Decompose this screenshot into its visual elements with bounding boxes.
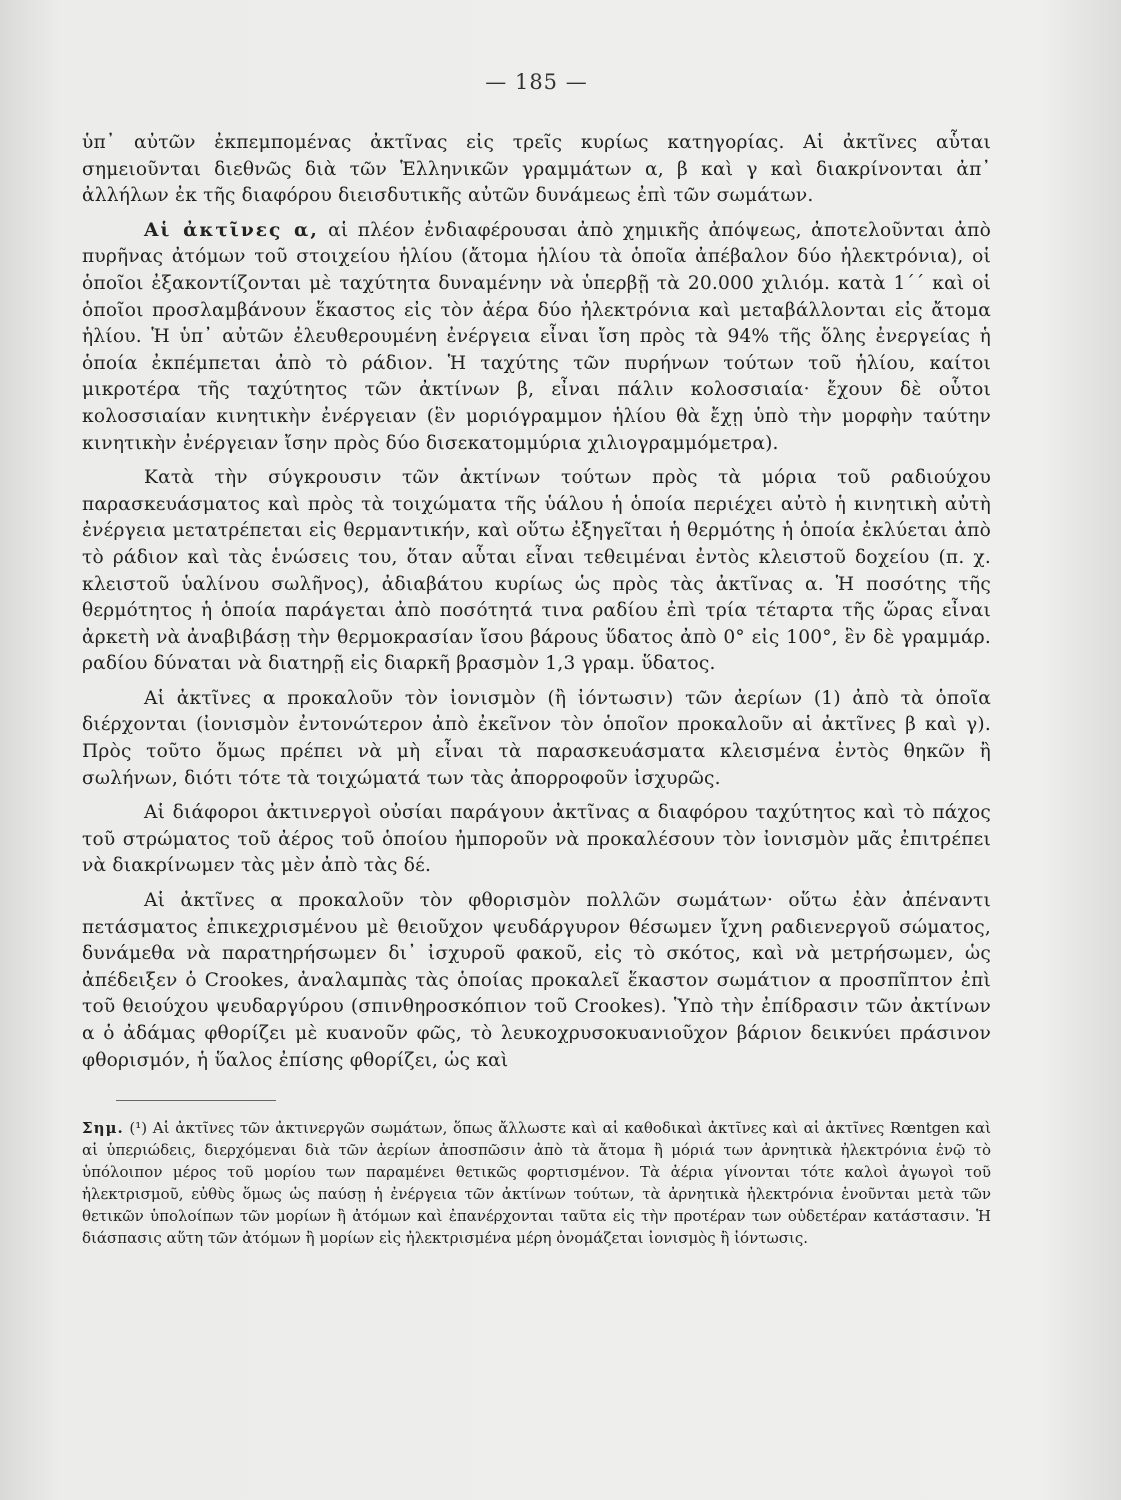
footnote: [82, 1117, 991, 1249]
page-number: — 185 —: [485, 70, 588, 94]
paragraph-4: [82, 686, 991, 792]
footnote-divider: [116, 1100, 276, 1101]
body-text: [82, 130, 991, 1074]
paragraph-3: [82, 465, 991, 678]
paragraph-1: [82, 130, 991, 210]
paragraph-5: [82, 800, 991, 880]
paragraph-text: ὑπ᾽ αὐτῶν ἐκπεμπομένας ἀκτῖνας εἰς τρεῖς κυρίως κατηγορίας. Αἱ ἀκτῖνες αὗται σημειοῦνται διεθνῶς διὰ τῶν Ἑλληνικῶν γραμμάτων α, β καὶ γ καὶ διακρίνονται ἀπ᾽ ἀλλήλων ἐκ τῆς διαφόρου διεισδυτικῆς αὐτῶν δυνάμεως ἐπὶ τῶν σωμάτων.: [82, 132, 991, 207]
paragraph-text: Αἱ διάφοροι ἀκτινεργοὶ οὐσίαι παράγουν ἀκτῖνας α διαφόρου ταχύτητος καὶ τὸ πάχος τοῦ στρώματος τοῦ ἀέρος τοῦ ὁποίου ἠμποροῦν νὰ προκαλέσουν τὸν ἰονισμὸν μᾶς ἐπιτρέπει νὰ διακρίνωμεν τὰς μὲν ἀπὸ τὰς δέ.: [82, 802, 991, 877]
paragraph-2: [82, 218, 991, 457]
footnote-text: (¹) Αἱ ἀκτῖνες τῶν ἀκτινεργῶν σωμάτων, ὅπως ἄλλωστε καὶ αἱ καθοδικαὶ ἀκτῖνες καὶ αἱ ἀκτῖνες Rœntgen καὶ αἱ ὑπεριώδεις, διερχόμεναι διὰ τῶν ἀερίων ἀποσπῶσιν ἀπὸ τὰ ἄτομα ἢ μόριά των ἀρνητικὰ ἠλεκτρόνια ἐνῷ τὸ ὑπόλοιπον μέρος τοῦ μορίου των παραμένει θετικῶς φορτισμένον. Τὰ ἀέρια γίνονται τότε καλοὶ ἀγωγοὶ τοῦ ἠλεκτρισμοῦ, εὐθὺς ὅμως ὡς παύσῃ ἡ ἐνέργεια τῶν ἀκτίνων τούτων, τὰ ἀρνητικὰ ἠλεκτρόνια ἑνοῦνται μετὰ τῶν θετικῶν ὑπολοίπων τῶν μορίων ἢ ἀτόμων καὶ ἐπανέρχονται ταῦτα εἰς τὴν προτέραν των οὐδετέραν κατάστασιν. Ἡ διάσπασις αὕτη τῶν ἀτόμων ἢ μορίων εἰς ἠλεκτρισμένα μέρη ὀνομάζεται ἰονισμὸς ἢ ἰόντωσις.: [82, 1119, 991, 1248]
paragraph-text: Κατὰ τὴν σύγκρουσιν τῶν ἀκτίνων τούτων πρὸς τὰ μόρια τοῦ ραδιούχου παρασκευάσματος καὶ πρὸς τὰ τοιχώματα τῆς ὑάλου ἡ ὁποία περιέχει αὐτὸ ἡ κινητικὴ αὐτὴ ἐνέργεια μετατρέπεται εἰς θερμαντικήν, καὶ οὕτω ἐξηγεῖται ἡ θερμότης ἡ ὁποία ἐκλύεται ἀπὸ τὸ ράδιον καὶ τὰς ἑνώσεις του, ὅταν αὗται εἶναι τεθειμέναι ἐντὸς κλειστοῦ δοχείου (π. χ. κλειστοῦ ὑαλίνου σωλῆνος), ἀδιαβάτου κυρίως ὡς πρὸς τὰς ἀκτῖνας α. Ἡ ποσότης τῆς θερμότητος ἡ ὁποία παράγεται ἀπὸ ποσότητά τινα ραδίου ἐπὶ τρία τέταρτα τῆς ὥρας εἶναι ἀρκετὴ νὰ ἀναβιβάσῃ τὴν θερμοκρασίαν ἴσου βάρους ὕδατος ἀπὸ 0° εἰς 100°, ἓν δὲ γραμμάρ. ραδίου δύναται νὰ διατηρῇ εἰς διαρκῆ βρασμὸν 1,3 γραμ. ὕδατος.: [82, 467, 991, 675]
footnote-label: Σημ.: [82, 1119, 124, 1138]
footnote-paragraph: [82, 1117, 991, 1249]
paragraph-6: [82, 888, 991, 1074]
paragraph-text: Αἱ ἀκτῖνες α προκαλοῦν τὸν φθορισμὸν πολλῶν σωμάτων· οὕτω ἐὰν ἀπέναντι πετάσματος ἐπικεχρισμένου μὲ θειοῦχον ψευδάργυρον θέσωμεν ἴχνη ραδιενεργοῦ σώματος, δυνάμεθα νὰ παρατηρήσωμεν δι᾽ ἰσχυροῦ φακοῦ, εἰς τὸ σκότος, καὶ νὰ μετρήσωμεν, ὡς ἀπέδειξεν ὁ Crookes, ἀναλαμπὰς τὰς ὁποίας προκαλεῖ ἕκαστον σωμάτιον α προσπῖπτον ἐπὶ τοῦ θειούχου ψευδαργύρου (σπινθηροσκόπιον τοῦ Crookes). Ὑπὸ τὴν ἐπίδρασιν τῶν ἀκτίνων α ὁ ἀδάμας φθορίζει μὲ κυανοῦν φῶς, τὸ λευκοχρυσοκυανιοῦχον βάριον δεικνύει πράσινον φθορισμόν, ἡ ὕαλος ἐπίσης φθορίζει, ὡς καὶ: [82, 890, 991, 1071]
paragraph-lead: Αἱ ἀκτῖνες α,: [144, 219, 319, 241]
paragraph-text: Αἱ ἀκτῖνες α προκαλοῦν τὸν ἰονισμὸν (ἢ ἰόντωσιν) τῶν ἀερίων (1) ἀπὸ τὰ ὁποῖα διέρχονται (ἰονισμὸν ἐντονώτερον ἀπὸ ἐκεῖνον τὸν ὁποῖον προκαλοῦν αἱ ἀκτῖνες β καὶ γ). Πρὸς τοῦτο ὅμως πρέπει νὰ μὴ εἶναι τὰ παρασκευάσματα κλεισμένα ἐντὸς θηκῶν ἢ σωλήνων, διότι τότε τὰ τοιχώματά των τὰς ἀπορροφοῦν ἰσχυρῶς.: [82, 687, 991, 789]
paragraph-text: αἱ πλέον ἐνδιαφέρουσαι ἀπὸ χημικῆς ἀπόψεως, ἀποτελοῦνται ἀπὸ πυρῆνας ἀτόμων τοῦ στοιχείου ἡλίου (ἄτομα ἡλίου τὰ ὁποῖα ἀπέβαλον δύο ἠλεκτρόνια), οἱ ὁποῖοι ἐξακοντίζονται μὲ ταχύτητα δυναμένην νὰ ὑπερβῇ τὰ 20.000 χιλιόμ. κατὰ 1΄΄ καὶ οἱ ὁποῖοι προσλαμβάνουν ἕκαστος εἰς τὸν ἀέρα δύο ἠλεκτρόνια καὶ μεταβάλλονται εἰς ἄτομα ἡλίου. Ἡ ὑπ᾽ αὐτῶν ἐλευθερουμένη ἐνέργεια εἶναι ἴση πρὸς τὰ 94% τῆς ὅλης ἐνεργείας ἡ ὁποία ἐκπέμπεται ἀπὸ τὸ ράδιον. Ἡ ταχύτης τῶν πυρήνων τούτων τοῦ ἡλίου, καίτοι μικροτέρα τῆς ταχύτητος τῶν ἀκτίνων β, εἶναι πάλιν κολοσσιαία· ἔχουν δὲ οὗτοι κολοσσιαίαν κινητικὴν ἐνέργειαν (ἓν μοριόγραμμον ἡλίου θὰ ἔχῃ ὑπὸ τὴν μορφὴν ταύτην κινητικὴν ἐνέργειαν ἴσην πρὸς δύο δισεκατομμύρια χιλιογραμμόμετρα).: [82, 219, 991, 454]
